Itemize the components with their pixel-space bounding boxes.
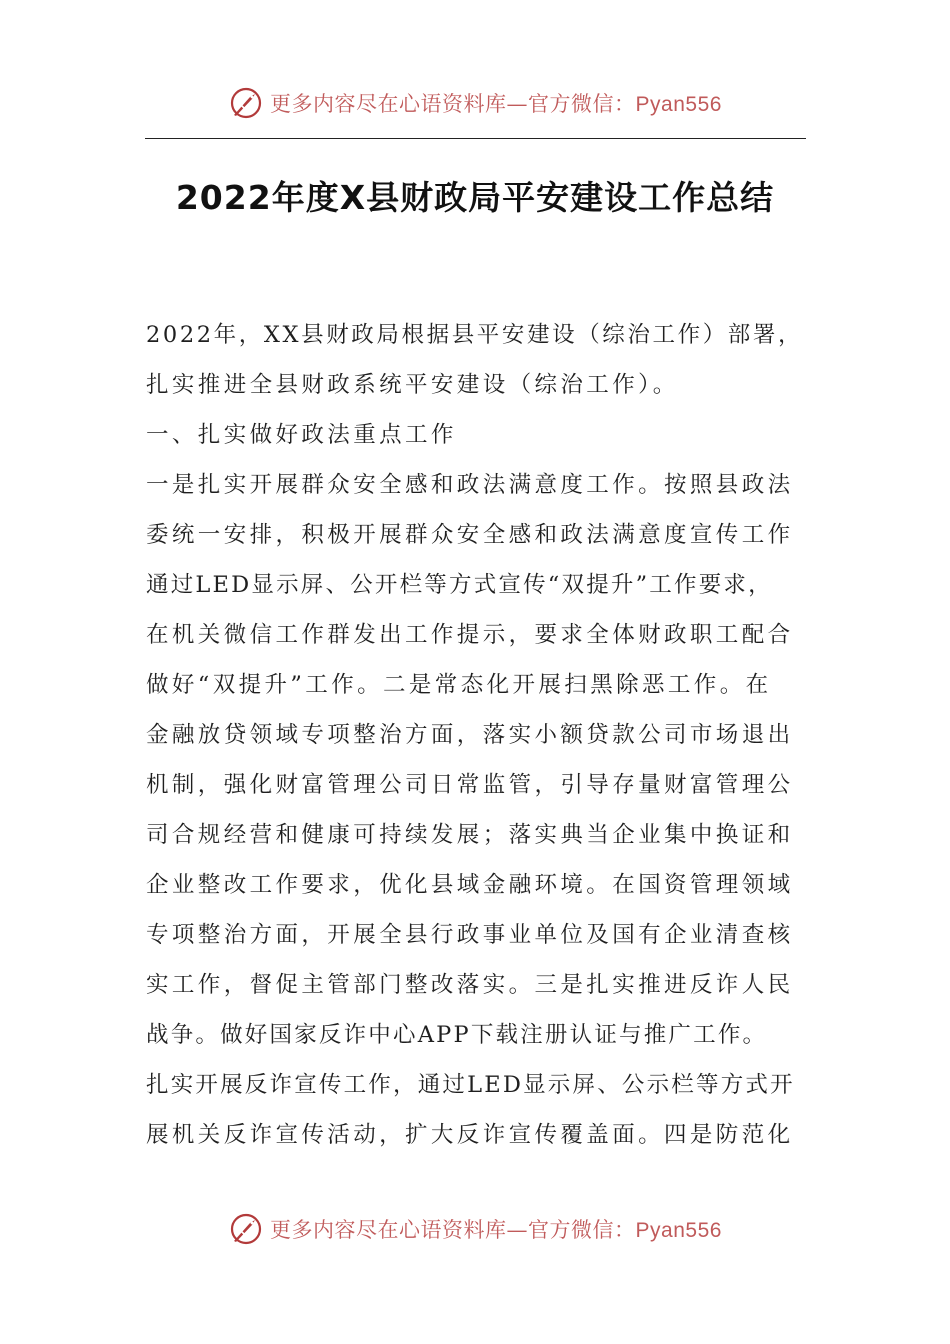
body-line: 展机关反诈宣传活动，扩大反诈宣传覆盖面。四是防范化	[146, 1122, 794, 1148]
body-line: 通过LED显示屏、公开栏等方式宣传“双提升”工作要求，	[146, 572, 773, 598]
body-line: 做好“双提升”工作。二是常态化开展扫黑除恶工作。在	[146, 672, 772, 698]
document-title: 2022年度X县财政局平安建设工作总结	[175, 178, 775, 217]
section-heading: 一、扎实做好政法重点工作	[146, 422, 457, 448]
body-line: 实工作，督促主管部门整改落实。三是扎实推进反诈人民	[146, 972, 794, 998]
body-line: 机制，强化财富管理公司日常监管，引导存量财富管理公	[146, 772, 794, 798]
body-line: 金融放贷领域专项整治方面，落实小额贷款公司市场退出	[146, 722, 794, 748]
header-divider	[145, 138, 806, 139]
pen-nib-circle-icon	[228, 1211, 264, 1247]
header-banner	[0, 78, 950, 128]
body-line: 在机关微信工作群发出工作提示，要求全体财政职工配合	[146, 622, 794, 648]
header-banner-text: 更多内容尽在心语资料库—官方微信：Pyan556	[270, 92, 722, 116]
body-line: 2022年，XX县财政局根据县平安建设（综治工作）部署，	[146, 322, 804, 348]
body-line: 专项整治方面，开展全县行政事业单位及国有企业清查核	[146, 922, 794, 948]
body-line: 委统一安排，积极开展群众安全感和政法满意度宣传工作	[146, 522, 794, 548]
body-line: 企业整改工作要求，优化县域金融环境。在国资管理领域	[146, 872, 794, 898]
footer-wechat-id: Pyan556	[635, 1219, 722, 1242]
pen-nib-circle-icon	[228, 85, 264, 121]
footer-banner	[0, 1204, 950, 1254]
body-line: 扎实开展反诈宣传工作，通过LED显示屏、公示栏等方式开	[146, 1072, 795, 1098]
body-line: 一是扎实开展群众安全感和政法满意度工作。按照县政法	[146, 472, 794, 498]
header-wechat-id: Pyan556	[635, 93, 722, 116]
body-line: 战争。做好国家反诈中心APP下载注册认证与推广工作。	[146, 1022, 768, 1048]
body-line: 扎实推进全县财政系统平安建设（综治工作）。	[146, 372, 679, 398]
document-body	[146, 310, 810, 1160]
footer-banner-text: 更多内容尽在心语资料库—官方微信：Pyan556	[270, 1218, 722, 1242]
body-line: 司合规经营和健康可持续发展；落实典当企业集中换证和	[146, 822, 794, 848]
